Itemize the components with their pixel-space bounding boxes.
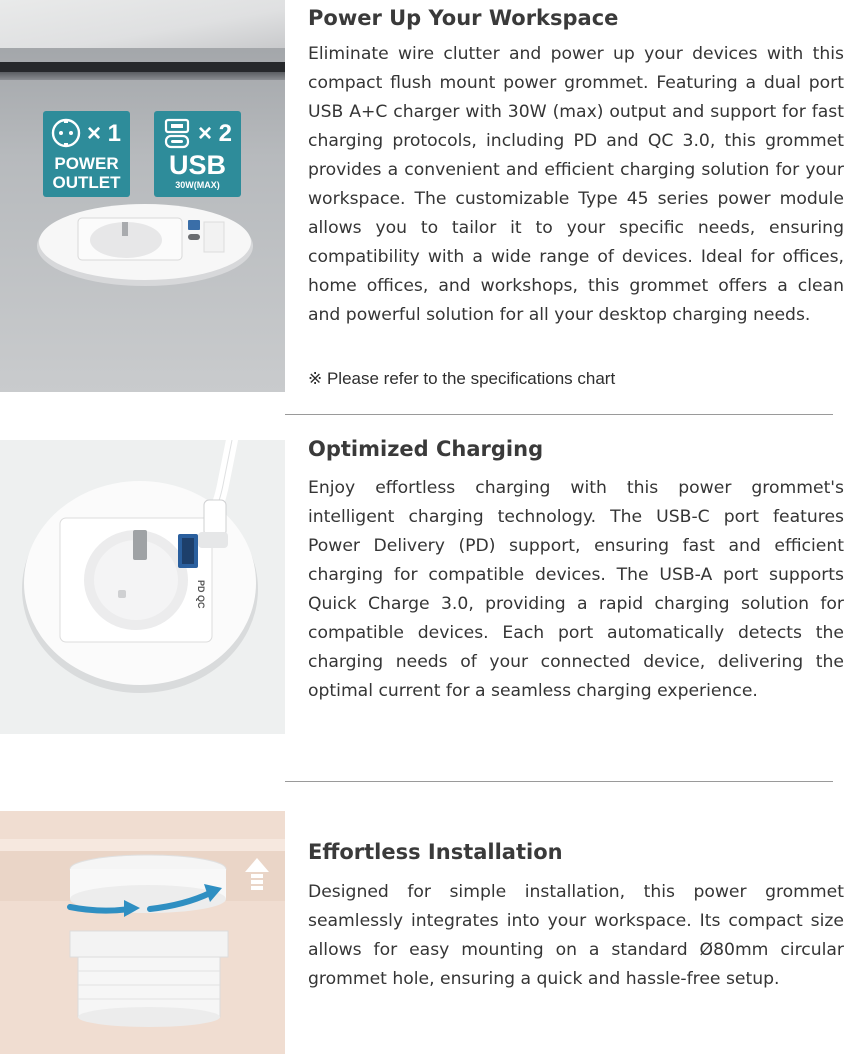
- power-outlet-label-1: POWER: [54, 154, 119, 173]
- section-body-installation: Designed for simple installation, this power grommet seamlessly integrates into your workspace. Its compact size allows for easy mounting on a standard Ø80mm circular grommet hole, ensuring a quick and hassle-free setup.: [308, 882, 844, 989]
- section-title-power-up: Power Up Your Workspace: [308, 6, 619, 30]
- power-outlet-count: × 1: [87, 120, 122, 147]
- power-outlet-badge: [43, 111, 130, 197]
- usb-count: × 2: [198, 120, 233, 147]
- divider: [285, 781, 833, 782]
- desk-edge: [0, 62, 285, 72]
- section-title-optimized-charging: Optimized Charging: [308, 437, 544, 461]
- usb-label: USB: [168, 150, 226, 180]
- up-arrow-icon: [243, 856, 271, 892]
- divider: [285, 414, 833, 415]
- product-image-workspace: [0, 0, 285, 392]
- desk-surface: [0, 0, 285, 48]
- grommet-closeup-illustration: [0, 440, 285, 734]
- product-image-charging: [0, 440, 285, 734]
- section-body-optimized-charging: Enjoy effortless charging with this power grommet's intelligent charging technology. The USB-C port features Power Delivery (PD) support, ensuring fast and efficient charging for compatible devices. The USB-A port supports Quick Charge 3.0, providing a rapid charging solution for compatible devices. Each port automatically detects the charging needs of your connected device, delivering the optimal current for a seamless charging experience.: [308, 478, 844, 701]
- rotation-arrow-left: [70, 907, 130, 911]
- section-body-power-up: Eliminate wire clutter and power up your devices with this compact flush mount power grommet. Featuring a dual port USB A+C charger with 30W (max) output and support for fast charging protocols, including PD and QC 3.0, this grommet provides a convenient and efficient charging solution for your workspace. The customizable Type 45 series power module allows you to tailor it to your specific needs, ensuring compatibility with a wide range of devices. Ideal for offices, home offices, and workshops, this grommet offers a clean and powerful solution for all your desktop charging needs.: [308, 44, 844, 325]
- usb-badge: [154, 111, 241, 197]
- installation-illustration: [0, 811, 285, 1054]
- power-socket-icon: [50, 117, 82, 149]
- power-outlet-label-2: OUTLET: [52, 173, 121, 192]
- product-image-installation: [0, 811, 285, 1054]
- usb-port-icon: [164, 118, 190, 150]
- usb-wattage-label: 30W(MAX): [175, 180, 220, 190]
- specifications-note: ※ Please refer to the specifications chart: [308, 369, 616, 388]
- section-title-installation: Effortless Installation: [308, 840, 563, 864]
- port-label: PD QC: [196, 580, 206, 609]
- desk-edge-shadow: [0, 72, 285, 80]
- grommet-illustration: [34, 198, 256, 286]
